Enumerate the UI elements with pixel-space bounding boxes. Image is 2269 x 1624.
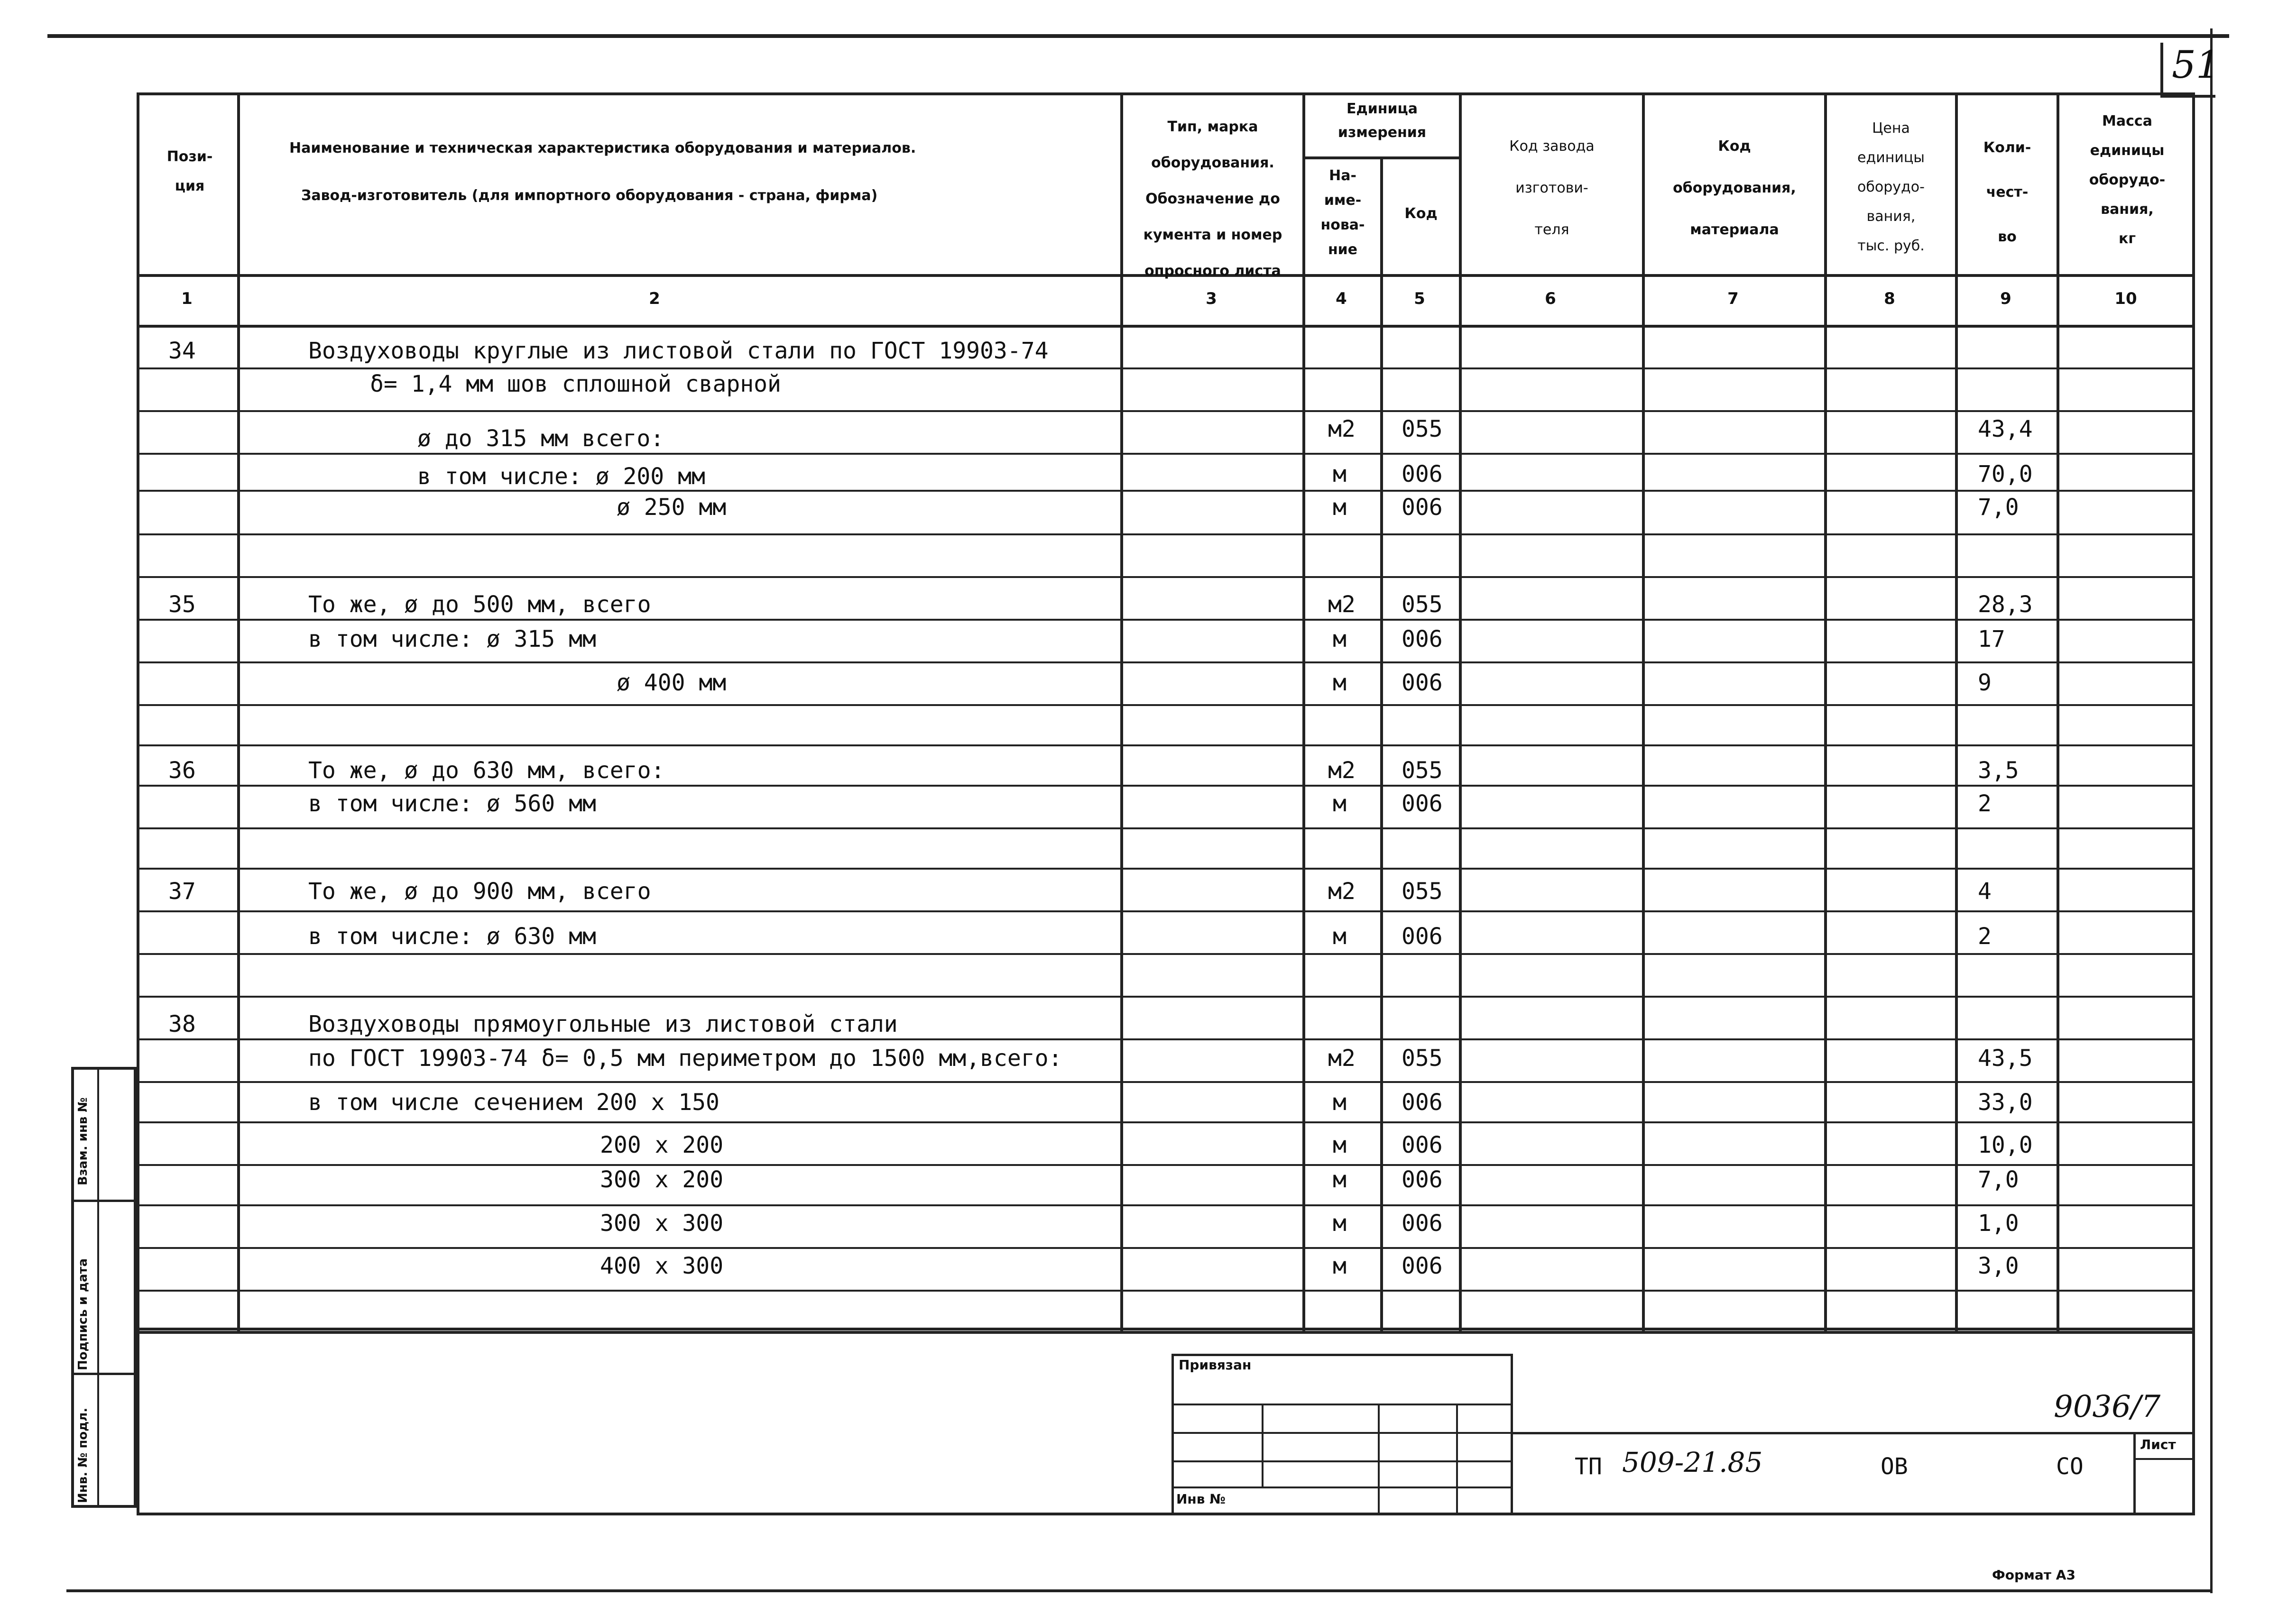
row-line — [137, 661, 2195, 663]
row-38e-qty: 7,0 — [1978, 1166, 2019, 1193]
header-col3: Тип, марка оборудования. Обозначение до кумента и номер опросного листа — [1143, 119, 1282, 279]
format-label: Формат А3 — [1992, 1567, 2075, 1583]
row-line — [137, 704, 2195, 706]
row-line — [137, 1290, 2195, 1292]
row-34b-name: δ= 1,4 мм шов сплошной сварной — [370, 371, 781, 397]
row-34c-code: 055 — [1402, 416, 1443, 442]
row-38-name: Воздуховоды прямоугольные из листовой стали — [308, 1011, 898, 1037]
row-34-name: Воздуховоды круглые из листовой стали по ГОСТ 19903-74 — [308, 338, 1049, 364]
row-38d-name: 200 х 200 — [600, 1132, 724, 1158]
row-line — [137, 1081, 2195, 1083]
row-38c-unit: м — [1333, 1089, 1347, 1116]
row-line — [137, 453, 2195, 455]
list-label: Лист — [2140, 1437, 2176, 1452]
row-37b-qty: 2 — [1978, 923, 1992, 950]
row-35-unit: м2 — [1328, 591, 1356, 618]
side-stamp-divider — [97, 1067, 99, 1508]
row-34e-name: ø 250 мм — [617, 494, 727, 521]
row-38b-qty: 43,5 — [1978, 1045, 2033, 1072]
row-37b-name: в том числе: ø 630 мм — [308, 923, 596, 950]
privyazan-vline3 — [1456, 1404, 1458, 1515]
col-line-8 — [1955, 92, 1958, 1334]
privyazan-line1 — [1171, 1404, 1513, 1405]
row-38f-name: 300 х 300 — [600, 1210, 724, 1237]
row-35c-name: ø 400 мм — [617, 670, 727, 696]
row-38b-code: 055 — [1402, 1045, 1443, 1072]
top-border — [47, 34, 2229, 38]
row-line — [137, 1038, 2195, 1040]
col-line-9 — [2057, 92, 2059, 1334]
colnum-2: 2 — [649, 289, 660, 308]
row-34e-unit: м — [1333, 494, 1347, 521]
row-36b-unit: м — [1333, 790, 1347, 817]
row-38d-unit: м — [1333, 1132, 1347, 1158]
row-34d-qty: 70,0 — [1978, 461, 2033, 487]
col-line-6 — [1642, 92, 1645, 1334]
row-line — [137, 996, 2195, 998]
row-36-code: 055 — [1402, 757, 1443, 784]
row-line — [137, 1204, 2195, 1206]
side-stamp-sep2 — [71, 1373, 137, 1375]
row-38g-code: 006 — [1402, 1253, 1443, 1279]
header-col2-line1: Наименование и техническая характеристика оборудования и материалов. — [289, 140, 916, 156]
header-col7: Код оборудования, материала — [1673, 138, 1796, 238]
row-line — [137, 1247, 2195, 1249]
header-col5: Код — [1404, 205, 1438, 222]
row-line — [137, 1164, 2195, 1166]
row-35b-code: 006 — [1402, 626, 1443, 652]
privyazan-label: Привязан — [1179, 1357, 1252, 1373]
privyazan-line4 — [1171, 1486, 1513, 1488]
sheet-number-box — [2160, 43, 2220, 98]
row-36b-qty: 2 — [1978, 790, 1992, 817]
row-38c-qty: 33,0 — [1978, 1089, 2033, 1116]
privyazan-vline2 — [1378, 1404, 1380, 1515]
row-35b-name: в том числе: ø 315 мм — [308, 626, 596, 652]
row-36-unit: м2 — [1328, 757, 1356, 784]
row-line — [137, 868, 2195, 870]
row-38c-name: в том числе сечением 200 х 150 — [308, 1089, 719, 1116]
tp-code: 509-21.85 — [1622, 1446, 1763, 1478]
row-line — [137, 953, 2195, 955]
inv-no-label: Инв № — [1176, 1491, 1226, 1507]
side-label-replacement: Взам. инв № — [76, 1097, 90, 1185]
unit-header-split — [1302, 156, 1462, 159]
colnum-8: 8 — [1884, 289, 1895, 308]
header-col9: Коли- чест- во — [1983, 139, 2031, 245]
row-38b-name: по ГОСТ 19903-74 δ= 0,5 мм периметром до 1500 мм,всего: — [308, 1045, 1062, 1072]
row-35c-unit: м — [1333, 670, 1347, 696]
list-box-left — [2133, 1432, 2136, 1515]
row-37-qty: 4 — [1978, 878, 1992, 905]
row-37b-code: 006 — [1402, 923, 1443, 950]
row-line — [137, 910, 2195, 912]
row-36-qty: 3,5 — [1978, 757, 2019, 784]
row-line — [137, 785, 2195, 787]
colnum-3: 3 — [1206, 289, 1217, 308]
privyazan-vline1 — [1262, 1404, 1264, 1486]
row-36-name: То же, ø до 630 мм, всего: — [308, 757, 665, 784]
doc-number: 9036/7 — [2054, 1389, 2161, 1424]
colnum-10: 10 — [2114, 289, 2137, 308]
col-line-7 — [1824, 92, 1827, 1334]
colnum-5: 5 — [1414, 289, 1425, 308]
col-line-5 — [1459, 92, 1462, 1334]
row-line — [137, 827, 2195, 829]
row-37b-unit: м — [1333, 923, 1347, 950]
tp-label: ТП — [1575, 1453, 1602, 1480]
row-38d-qty: 10,0 — [1978, 1132, 2033, 1158]
side-stamp-sep1 — [71, 1200, 137, 1202]
row-35-pos: 35 — [168, 591, 196, 618]
title-block-frame — [137, 1330, 2195, 1515]
right-border — [2210, 28, 2213, 1593]
row-34c-name: ø до 315 мм всего: — [417, 425, 664, 452]
header-col1: Пози- ция — [166, 148, 213, 194]
row-38e-unit: м — [1333, 1166, 1347, 1193]
colnum-9: 9 — [2000, 289, 2011, 308]
row-38e-code: 006 — [1402, 1166, 1443, 1193]
colnum-7: 7 — [1727, 289, 1739, 308]
row-34e-code: 006 — [1402, 494, 1443, 521]
bottom-border — [66, 1589, 2210, 1592]
row-38f-unit: м — [1333, 1210, 1347, 1237]
header-col4: На- име- нова- ние — [1320, 167, 1365, 258]
header-unit-group: Единица измерения — [1337, 101, 1427, 141]
row-38g-name: 400 х 300 — [600, 1253, 724, 1279]
row-line — [137, 533, 2195, 535]
col-line-3 — [1302, 92, 1305, 1334]
row-34d-name: в том числе: ø 200 мм — [417, 463, 705, 490]
row-38c-code: 006 — [1402, 1089, 1443, 1116]
stamp-main-line — [1513, 1432, 2194, 1434]
header-col8: Цена единицы оборудо- вания, тыс. руб. — [1857, 120, 1925, 254]
row-37-unit: м2 — [1328, 878, 1356, 905]
row-38f-code: 006 — [1402, 1210, 1443, 1237]
row-38-pos: 38 — [168, 1011, 196, 1037]
row-35-code: 055 — [1402, 591, 1443, 618]
co-label: СО — [2056, 1453, 2084, 1480]
privyazan-box — [1171, 1354, 1513, 1515]
row-36b-code: 006 — [1402, 790, 1443, 817]
row-35-qty: 28,3 — [1978, 591, 2033, 618]
row-35c-code: 006 — [1402, 670, 1443, 696]
row-line — [137, 410, 2195, 412]
side-label-inventory: Инв. № подл. — [76, 1407, 90, 1503]
row-35-name: То же, ø до 500 мм, всего — [308, 591, 651, 618]
row-36b-name: в том числе: ø 560 мм — [308, 790, 596, 817]
row-37-code: 055 — [1402, 878, 1443, 905]
row-38b-unit: м2 — [1328, 1045, 1356, 1072]
row-35b-qty: 17 — [1978, 626, 2005, 652]
row-34e-qty: 7,0 — [1978, 494, 2019, 521]
sheet-number: 51 — [2172, 43, 2220, 87]
row-line — [137, 576, 2195, 578]
privyazan-line3 — [1171, 1460, 1513, 1462]
row-line — [137, 1121, 2195, 1123]
row-37-name: То же, ø до 900 мм, всего — [308, 878, 651, 905]
colnum-bottom — [137, 325, 2195, 328]
row-38d-code: 006 — [1402, 1132, 1443, 1158]
row-38g-qty: 3,0 — [1978, 1253, 2019, 1279]
row-38g-unit: м — [1333, 1253, 1347, 1279]
row-34c-qty: 43,4 — [1978, 416, 2033, 442]
privyazan-line2 — [1171, 1432, 1513, 1434]
colnum-4: 4 — [1336, 289, 1347, 308]
row-line — [137, 619, 2195, 621]
ov-label: ОВ — [1881, 1453, 1908, 1480]
row-38e-name: 300 х 200 — [600, 1166, 724, 1193]
list-box-sep — [2133, 1458, 2194, 1460]
header-col2-line2: Завод-изготовитель (для импортного оборудования - страна, фирма) — [301, 187, 878, 204]
row-38f-qty: 1,0 — [1978, 1210, 2019, 1237]
row-34d-unit: м — [1333, 461, 1347, 487]
colnum-1: 1 — [181, 289, 193, 308]
row-36-pos: 36 — [168, 757, 196, 784]
row-line — [137, 744, 2195, 746]
row-37-pos: 37 — [168, 878, 196, 905]
col-line-1 — [237, 92, 240, 1334]
row-34c-unit: м2 — [1328, 416, 1356, 442]
colnum-6: 6 — [1545, 289, 1556, 308]
row-35c-qty: 9 — [1978, 670, 1992, 696]
row-35b-unit: м — [1333, 626, 1347, 652]
row-line — [137, 367, 2195, 369]
side-label-signature: Подпись и дата — [76, 1258, 90, 1370]
row-34d-code: 006 — [1402, 461, 1443, 487]
header-col6: Код завода изготови- теля — [1509, 138, 1595, 238]
row-34-pos: 34 — [168, 338, 196, 364]
header-col10: Масса единицы оборудо- вания, кг — [2089, 113, 2166, 247]
